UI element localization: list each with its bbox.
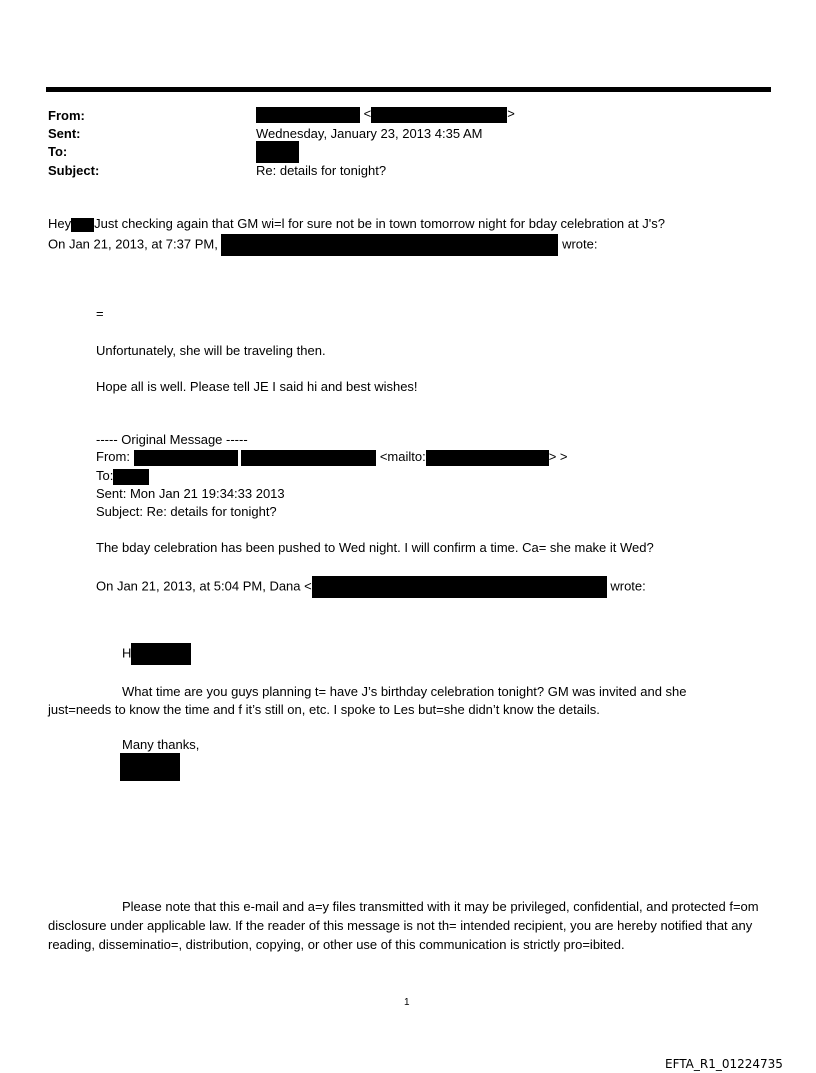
redaction-block (256, 107, 360, 123)
original-to-line (96, 468, 149, 485)
redaction-block (371, 107, 507, 123)
dana-start: On Jan 21, 2013, at 5:04 PM, Dana < (96, 578, 312, 594)
to-label: To: (48, 144, 68, 159)
dana-line (96, 576, 646, 598)
disclaimer-paragraph: Please note that this e-mail and a=y files transmitted with it may be privileged, confidential, and protected f=om disclosure under applicable law. If the reader of this message is not th= intended recipient, you are hereby notified that any reading, disseminatio=, distribution, copying, or other use of this communication is strictly pro=ibited. (48, 899, 759, 952)
redaction-block (131, 643, 191, 665)
subject-value: Re: details for tonight? (256, 163, 387, 178)
line1-rest: Just checking again that GM wi=l for sure not be in town tomorrow night for bday celebration at J's? (94, 216, 665, 231)
redaction-block (113, 469, 149, 485)
orig-mailto-end: > > (548, 449, 568, 464)
sent-value: Wednesday, January 23, 2013 4:35 AM (256, 126, 483, 141)
dana-end: wrote: (610, 578, 646, 594)
equals-line: = (96, 306, 104, 321)
subject-label: Subject: (48, 163, 100, 178)
original-sent-line: Sent: Mon Jan 21 19:34:33 2013 (96, 486, 285, 501)
hey-text: Hey (48, 216, 72, 231)
redaction-block (71, 218, 94, 232)
original-message-heading: ----- Original Message ----- (96, 432, 248, 447)
page-number: 1 (404, 997, 410, 1008)
from-gt: > (507, 106, 515, 121)
to-value (256, 141, 299, 163)
bday-pushed-line: The bday celebration has been pushed to Wed night. I will confirm a time. Ca= she make it Wed? (96, 540, 654, 555)
redaction-block (134, 450, 238, 466)
from-label: From: (48, 108, 85, 123)
from-lt: < (363, 106, 372, 121)
hope-line: Hope all is well. Please tell JE I said hi and best wishes! (96, 379, 418, 394)
on-line-start: On Jan 21, 2013, at 7:37 PM, (48, 236, 218, 252)
redaction-block (426, 450, 549, 466)
from-value (256, 106, 515, 123)
what-time-paragraph: What time are you guys planning t= have J’s birthday celebration tonight? GM was invited and she just=needs to know the time and f it’s still on, etc. I spoke to Les but=she didn’t know the details. (48, 684, 687, 717)
hi-line (122, 643, 191, 665)
document-id: EFTA_R1_01224735 (665, 1057, 783, 1071)
on-line-end: wrote: (562, 236, 598, 252)
body-line-2 (48, 234, 598, 256)
body-line-1 (48, 216, 665, 232)
original-from-line (96, 449, 568, 466)
many-thanks-line: Many thanks, (122, 737, 200, 752)
redaction-block (120, 753, 180, 781)
orig-to-label: To: (96, 468, 114, 483)
redaction-block (312, 576, 607, 598)
unfortunately-line: Unfortunately, she will be traveling then. (96, 343, 326, 358)
sent-label: Sent: (48, 126, 81, 141)
redaction-block (241, 450, 376, 466)
redaction-block (221, 234, 558, 256)
header-rule (46, 87, 771, 92)
orig-from-label: From: (96, 449, 130, 464)
redaction-block (256, 141, 299, 163)
original-subject-line: Subject: Re: details for tonight? (96, 504, 277, 519)
orig-mailto: <mailto: (379, 449, 426, 464)
hi-text: H (122, 645, 132, 661)
signature-redaction (120, 753, 180, 781)
